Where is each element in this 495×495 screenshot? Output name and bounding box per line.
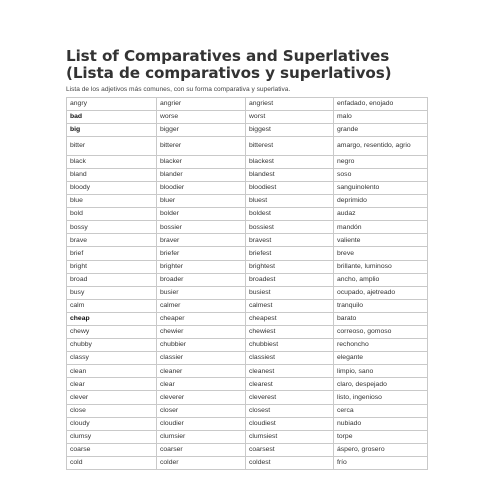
table-row [67,234,428,247]
table-row [67,417,428,430]
translation-cell: enfadado, enojado [334,98,428,111]
translation-cell: audaz [334,208,428,221]
table-row [67,98,428,111]
superlative-cell: clumsiest [246,430,334,443]
superlative-cell: calmest [246,299,334,312]
title-line-1: List of Comparatives and Superlatives [66,47,390,65]
comparative-cell: cleverer [157,391,246,404]
table-row [67,391,428,404]
comparative-cell: coarser [157,443,246,456]
superlative-cell: cloudiest [246,417,334,430]
table-body [67,98,428,470]
comparative-cell: broader [157,273,246,286]
adjective-cell: calm [67,299,157,312]
table-row [67,352,428,365]
superlative-cell: bossiest [246,221,334,234]
translation-cell: cerca [334,404,428,417]
table-row [67,404,428,417]
translation-cell: nubiado [334,417,428,430]
table-row [67,181,428,194]
adjective-cell: bland [67,168,157,181]
translation-cell: rechoncho [334,339,428,352]
table-row [67,155,428,168]
translation-cell: listo, ingenioso [334,391,428,404]
adjective-cell: bad [67,111,157,124]
comparative-cell: braver [157,234,246,247]
table-row [67,312,428,325]
table-row [67,456,428,469]
translation-cell: breve [334,247,428,260]
translation-cell: mandón [334,221,428,234]
superlative-cell: cleverest [246,391,334,404]
translation-cell: frío [334,456,428,469]
translation-cell: correoso, gomoso [334,326,428,339]
translation-cell: brillante, luminoso [334,260,428,273]
table-row [67,260,428,273]
comparative-cell: bigger [157,124,246,137]
comparative-cell: angrier [157,98,246,111]
adjective-cell: cheap [67,312,157,325]
title-line-2: (Lista de comparativos y superlativos) [66,64,392,82]
superlative-cell: biggest [246,124,334,137]
comparative-cell: chubbier [157,339,246,352]
table-row [67,286,428,299]
superlative-cell: cleanest [246,365,334,378]
comparative-cell: bossier [157,221,246,234]
adjective-cell: clever [67,391,157,404]
comparative-cell: bitterer [157,137,246,156]
table-row [67,208,428,221]
comparative-cell: calmer [157,299,246,312]
table-row [67,195,428,208]
table-row [67,111,428,124]
superlative-cell: closest [246,404,334,417]
superlative-cell: clearest [246,378,334,391]
comparative-cell: briefer [157,247,246,260]
comparative-cell: blacker [157,155,246,168]
comparative-cell: cleaner [157,365,246,378]
superlative-cell: angriest [246,98,334,111]
superlative-cell: worst [246,111,334,124]
comparative-cell: clear [157,378,246,391]
adjectives-table [66,97,428,470]
adjective-cell: cold [67,456,157,469]
superlative-cell: broadest [246,273,334,286]
table-row [67,221,428,234]
comparative-cell: bluer [157,195,246,208]
superlative-cell: cheapest [246,312,334,325]
translation-cell: deprimido [334,195,428,208]
page-title [66,48,430,82]
adjective-cell: cloudy [67,417,157,430]
translation-cell: elegante [334,352,428,365]
superlative-cell: bitterest [246,137,334,156]
table-row [67,443,428,456]
adjective-cell: brief [67,247,157,260]
table-row [67,365,428,378]
comparative-cell: clumsier [157,430,246,443]
superlative-cell: classiest [246,352,334,365]
table-row [67,273,428,286]
adjective-cell: blue [67,195,157,208]
table-row [67,339,428,352]
superlative-cell: bloodiest [246,181,334,194]
comparative-cell: worse [157,111,246,124]
document-page [66,48,430,470]
superlative-cell: blandest [246,168,334,181]
table-row [67,168,428,181]
adjective-cell: classy [67,352,157,365]
adjective-cell: chubby [67,339,157,352]
adjective-cell: bold [67,208,157,221]
adjective-cell: busy [67,286,157,299]
superlative-cell: chewiest [246,326,334,339]
translation-cell: sanguinolento [334,181,428,194]
adjective-cell: coarse [67,443,157,456]
translation-cell: valiente [334,234,428,247]
adjective-cell: close [67,404,157,417]
translation-cell: soso [334,168,428,181]
comparative-cell: chewier [157,326,246,339]
adjective-cell: broad [67,273,157,286]
comparative-cell: cheaper [157,312,246,325]
superlative-cell: brightest [246,260,334,273]
superlative-cell: busiest [246,286,334,299]
translation-cell: grande [334,124,428,137]
superlative-cell: blackest [246,155,334,168]
adjective-cell: bloody [67,181,157,194]
table-row [67,430,428,443]
translation-cell: barato [334,312,428,325]
comparative-cell: bloodier [157,181,246,194]
superlative-cell: bluest [246,195,334,208]
adjective-cell: bitter [67,137,157,156]
adjective-cell: angry [67,98,157,111]
translation-cell: limpio, sano [334,365,428,378]
adjective-cell: black [67,155,157,168]
comparative-cell: cloudier [157,417,246,430]
table-row [67,299,428,312]
translation-cell: áspero, grosero [334,443,428,456]
table-row [67,326,428,339]
translation-cell: malo [334,111,428,124]
table-row [67,378,428,391]
superlative-cell: bravest [246,234,334,247]
adjective-cell: bossy [67,221,157,234]
page-subtitle: Lista de los adjetivos más comunes, con su forma comparativa y superlativa. [66,86,291,93]
adjective-cell: clean [67,365,157,378]
translation-cell: ocupado, ajetreado [334,286,428,299]
superlative-cell: briefest [246,247,334,260]
adjective-cell: brave [67,234,157,247]
comparative-cell: blander [157,168,246,181]
table-row [67,137,428,156]
adjective-cell: bright [67,260,157,273]
translation-cell: tranquilo [334,299,428,312]
adjective-cell: clear [67,378,157,391]
comparative-cell: brighter [157,260,246,273]
comparative-cell: classier [157,352,246,365]
adjective-cell: big [67,124,157,137]
comparative-cell: colder [157,456,246,469]
comparative-cell: busier [157,286,246,299]
translation-cell: amargo, resentido, agrio [334,137,428,156]
translation-cell: ancho, amplio [334,273,428,286]
superlative-cell: chubbiest [246,339,334,352]
table-row [67,124,428,137]
superlative-cell: coldest [246,456,334,469]
comparative-cell: closer [157,404,246,417]
superlative-cell: boldest [246,208,334,221]
adjective-cell: chewy [67,326,157,339]
table-row [67,247,428,260]
comparative-cell: bolder [157,208,246,221]
translation-cell: torpe [334,430,428,443]
adjective-cell: clumsy [67,430,157,443]
translation-cell: negro [334,155,428,168]
translation-cell: claro, despejado [334,378,428,391]
superlative-cell: coarsest [246,443,334,456]
